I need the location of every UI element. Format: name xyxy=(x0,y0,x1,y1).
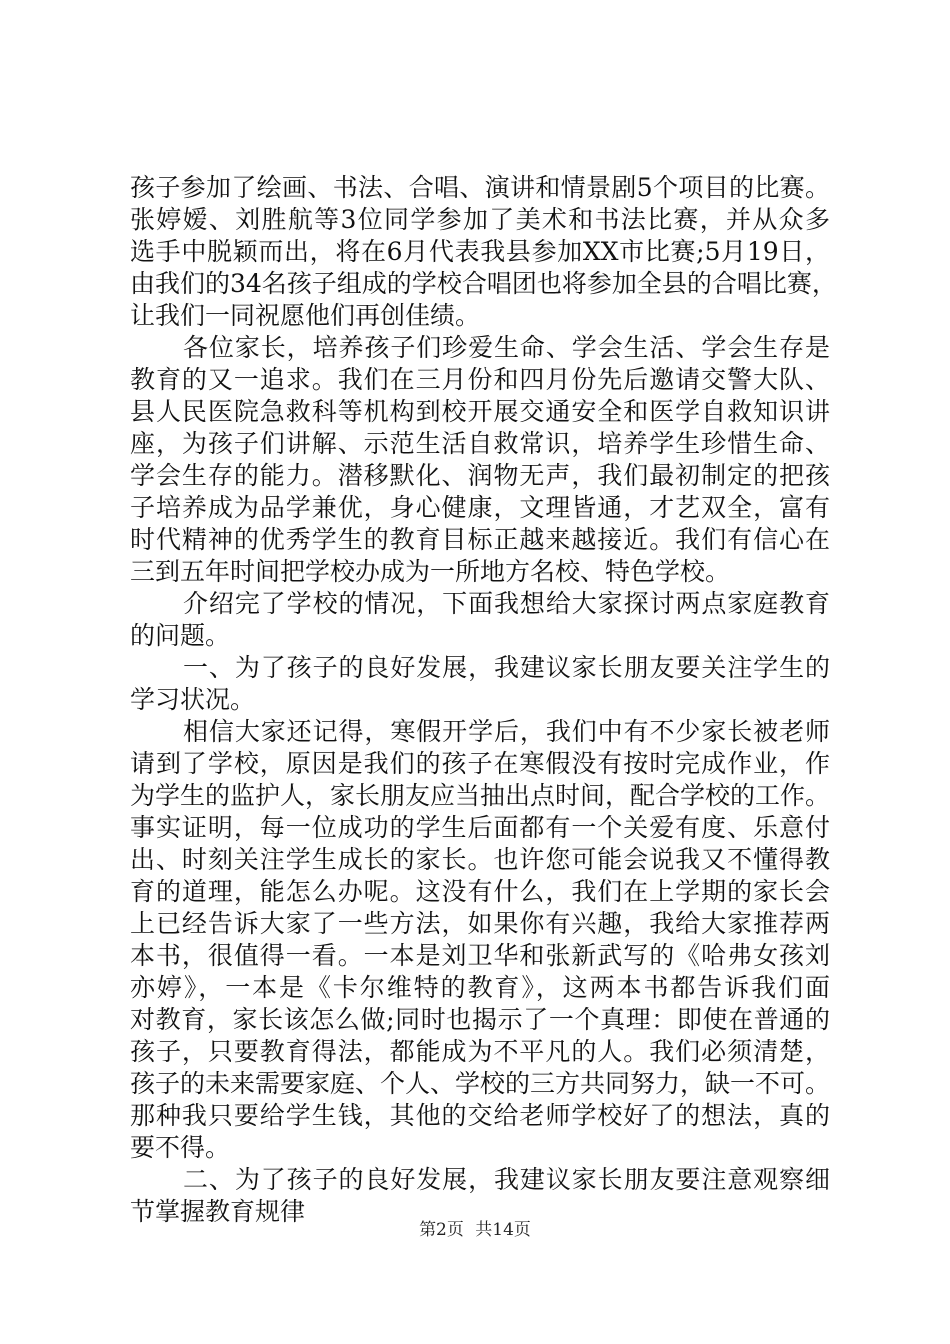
text-line: 各位家长，培养孩子们珍爱生命、学会生活、学会生存是 xyxy=(183,333,830,363)
text-line: 时代精神的优秀学生的教育目标正越来越接近。我们有信心在 xyxy=(130,525,830,555)
text-line: 子培养成为品学兼优，身心健康，文理皆通，才艺双全，富有 xyxy=(130,493,830,523)
text-line: 二、为了孩子的良好发展，我建议家长朋友要注意观察细 xyxy=(183,1165,830,1195)
text-line: 要不得。 xyxy=(130,1133,231,1163)
text-line: 亦婷》，一本是《卡尔维特的教育》，这两本书都告诉我们面 xyxy=(130,973,830,1003)
text-line: 教育的又一追求。我们在三月份和四月份先后邀请交警大队、 xyxy=(130,365,830,395)
text-line: 请到了学校，原因是我们的孩子在寒假没有按时完成作业，作 xyxy=(130,749,830,779)
text-line: 为学生的监护人，家长朋友应当抽出点时间，配合学校的工作。 xyxy=(130,781,831,811)
text-line: 一、为了孩子的良好发展，我建议家长朋友要关注学生的 xyxy=(183,653,830,683)
text-line: 节掌握教育规律 xyxy=(130,1197,306,1227)
text-line: 学习状况。 xyxy=(130,685,256,715)
text-line: 张婷嫒、刘胜航等3位同学参加了美术和书法比赛，并从众多 xyxy=(130,205,830,234)
text-line: 对教育，家长该怎么做;同时也揭示了一个真理：即使在普通的 xyxy=(130,1005,830,1035)
text-line: 事实证明，每一位成功的学生后面都有一个关爱有度、乐意付 xyxy=(130,813,830,843)
text-line: 本书，很值得一看。一本是刘卫华和张新武写的《哈弗女孩刘 xyxy=(130,941,830,971)
text-line: 相信大家还记得，寒假开学后，我们中有不少家长被老师 xyxy=(183,717,830,747)
text-line: 座，为孩子们讲解、示范生活自救常识，培养学生珍惜生命、 xyxy=(130,429,830,459)
page-total: 共14页 xyxy=(475,1220,531,1240)
text-line: 让我们一同祝愿他们再创佳绩。 xyxy=(130,301,481,331)
text-line: 出、时刻关注学生成长的家长。也许您可能会说我又不懂得教 xyxy=(130,845,830,875)
text-line: 介绍完了学校的情况，下面我想给大家探讨两点家庭教育 xyxy=(183,589,830,619)
text-line: 上已经告诉大家了一些方法，如果你有兴趣，我给大家推荐两 xyxy=(130,909,830,939)
text-line: 选手中脱颖而出，将在6月代表我县参加XX市比赛;5月19日， xyxy=(130,237,830,267)
text-line: 孩子，只要教育得法，都能成为不平凡的人。我们必须清楚， xyxy=(130,1037,830,1067)
text-line: 育的道理，能怎么办呢。这没有什么，我们在上学期的家长会 xyxy=(130,877,830,907)
text-line: 孩子参加了绘画、书法、合唱、演讲和情景剧5个项目的比赛。 xyxy=(130,173,830,202)
text-line: 那种我只要给学生钱，其他的交给老师学校好了的想法，真的 xyxy=(130,1101,830,1131)
text-line: 由我们的34名孩子组成的学校合唱团也将参加全县的合唱比赛， xyxy=(130,269,837,299)
page-number: 第2页 xyxy=(419,1220,464,1240)
text-line: 学会生存的能力。潜移默化、润物无声，我们最初制定的把孩 xyxy=(130,461,830,491)
page-footer xyxy=(0,1215,950,1240)
text-line: 孩子的未来需要家庭、个人、学校的三方共同努力，缺一不可。 xyxy=(130,1069,831,1099)
text-line: 的问题。 xyxy=(130,621,231,651)
text-line: 三到五年时间把学校办成为一所地方名校、特色学校。 xyxy=(130,557,731,587)
text-line: 县人民医院急救科等机构到校开展交通安全和医学自救知识讲 xyxy=(130,397,830,427)
